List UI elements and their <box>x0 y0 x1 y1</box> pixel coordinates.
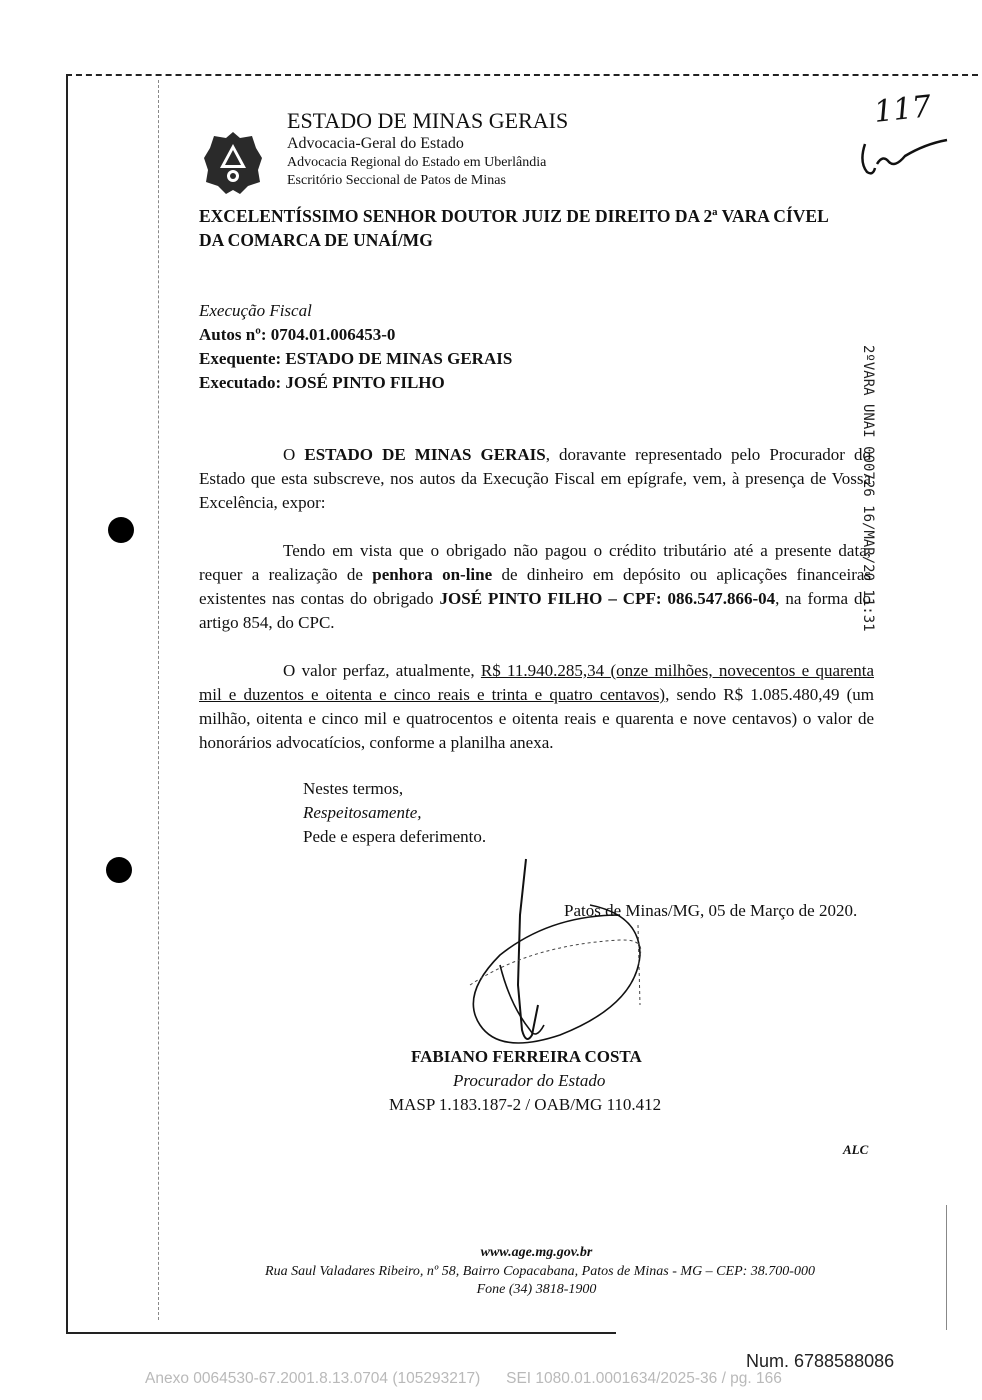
case-executado <box>199 373 445 393</box>
annex-reference: Anexo 0064530-67.2001.8.13.0704 (105293217) SEI 1080.01.0001634/2025-36 / pg. 166 <box>145 1370 782 1387</box>
autos-value: 0704.01.006453-0 <box>270 325 396 344</box>
paragraph-2: Tendo em vista que o obrigado não pagou o crédito tributário até a presente data, requer a realização de penhora on-line de dinheiro em depósito ou aplicações financeiras existentes nas contas do obrigado JOSÉ PINTO FILHO – CPF: 086.547.866-04, na forma do artigo 854, do CPC. <box>199 541 872 632</box>
coat-of-arms-icon <box>200 128 266 198</box>
bottom-border-line <box>66 1332 616 1334</box>
autos-label: Autos nº: <box>199 325 267 344</box>
receipt-stamp: 2ºVARA UNAI 000726 16/MAR/20 11:31 <box>860 345 876 632</box>
left-border-line <box>66 74 68 1334</box>
signer-ids: MASP 1.183.187-2 / OAB/MG 110.412 <box>389 1095 662 1114</box>
header-regional: Advocacia Regional do Estado em Uberlândia <box>287 155 547 170</box>
signer-name: FABIANO FERREIRA COSTA <box>411 1047 642 1066</box>
punch-hole-top <box>108 517 134 543</box>
signature <box>440 855 670 1055</box>
exequente-value: ESTADO DE MINAS GERAIS <box>285 349 513 368</box>
fold-line <box>158 80 159 1320</box>
place-date: Patos de Minas/MG, 05 de Março de 2020. <box>564 901 858 920</box>
initials: ALC <box>843 1142 869 1157</box>
addressee-line-2: DA COMARCA DE UNAÍ/MG <box>199 230 433 250</box>
paragraph-1: O ESTADO DE MINAS GERAIS, doravante representado pelo Procurador do Estado que esta subscreve, nos autos da Execução Fiscal em epígrafe, vem, à presença de Vossa Excelência, expor: <box>199 445 871 512</box>
closing-line-2: Respeitosamente, <box>303 803 422 822</box>
signer-role: Procurador do Estado <box>453 1071 606 1090</box>
handwritten-page-number: 117 <box>872 89 933 130</box>
amount-underlined: R$ 11.940.285,34 (onze milhões, novecentos e quarenta mil e duzentos e oitenta e cinco reais e trinta e quatro centavos) <box>199 661 874 704</box>
footer-address: Rua Saul Valadares Ribeiro, nº 58, Bairro Copacabana, Patos de Minas - MG – CEP: 38.700-000 <box>265 1264 815 1279</box>
top-border-line <box>66 74 978 76</box>
footer-site: www.age.mg.gov.br <box>480 1245 593 1260</box>
closing-line-3: Pede e espera deferimento. <box>303 827 487 846</box>
exequente-label: Exequente: <box>199 349 282 368</box>
closing-line-1: Nestes termos, <box>303 779 404 798</box>
punch-hole-bottom <box>106 857 132 883</box>
paragraph-3: O valor perfaz, atualmente, R$ 11.940.285,34 (onze milhões, novecentos e quarenta mil e duzentos e oitenta e cinco reais e trinta e quatro centavos), sendo R$ 1.085.480,49 (um milhão, oitenta e cinco mil e quatrocentos e oitenta reais e quarenta e nove centavos) o valor de honorários advocatícios, conforme a planilha anexa. <box>199 661 874 752</box>
document-number: Num. 6788588086 <box>746 1351 895 1371</box>
executado-label: Executado: <box>199 373 282 392</box>
executado-value: JOSÉ PINTO FILHO <box>285 373 445 392</box>
right-edge-line <box>946 1205 947 1330</box>
header-state: ESTADO DE MINAS GERAIS <box>287 108 569 133</box>
case-autos <box>199 325 395 345</box>
addressee-line-1: EXCELENTÍSSIMO SENHOR DOUTOR JUIZ DE DIREITO DA 2ª VARA CÍVEL <box>199 206 829 226</box>
header-office: Escritório Seccional de Patos de Minas <box>287 173 506 188</box>
case-exequente <box>199 349 512 369</box>
header-agency: Advocacia-Geral do Estado <box>287 135 464 152</box>
case-type: Execução Fiscal <box>199 301 312 320</box>
footer-phone: Fone (34) 3818-1900 <box>476 1282 597 1297</box>
handwritten-mark <box>855 132 950 180</box>
